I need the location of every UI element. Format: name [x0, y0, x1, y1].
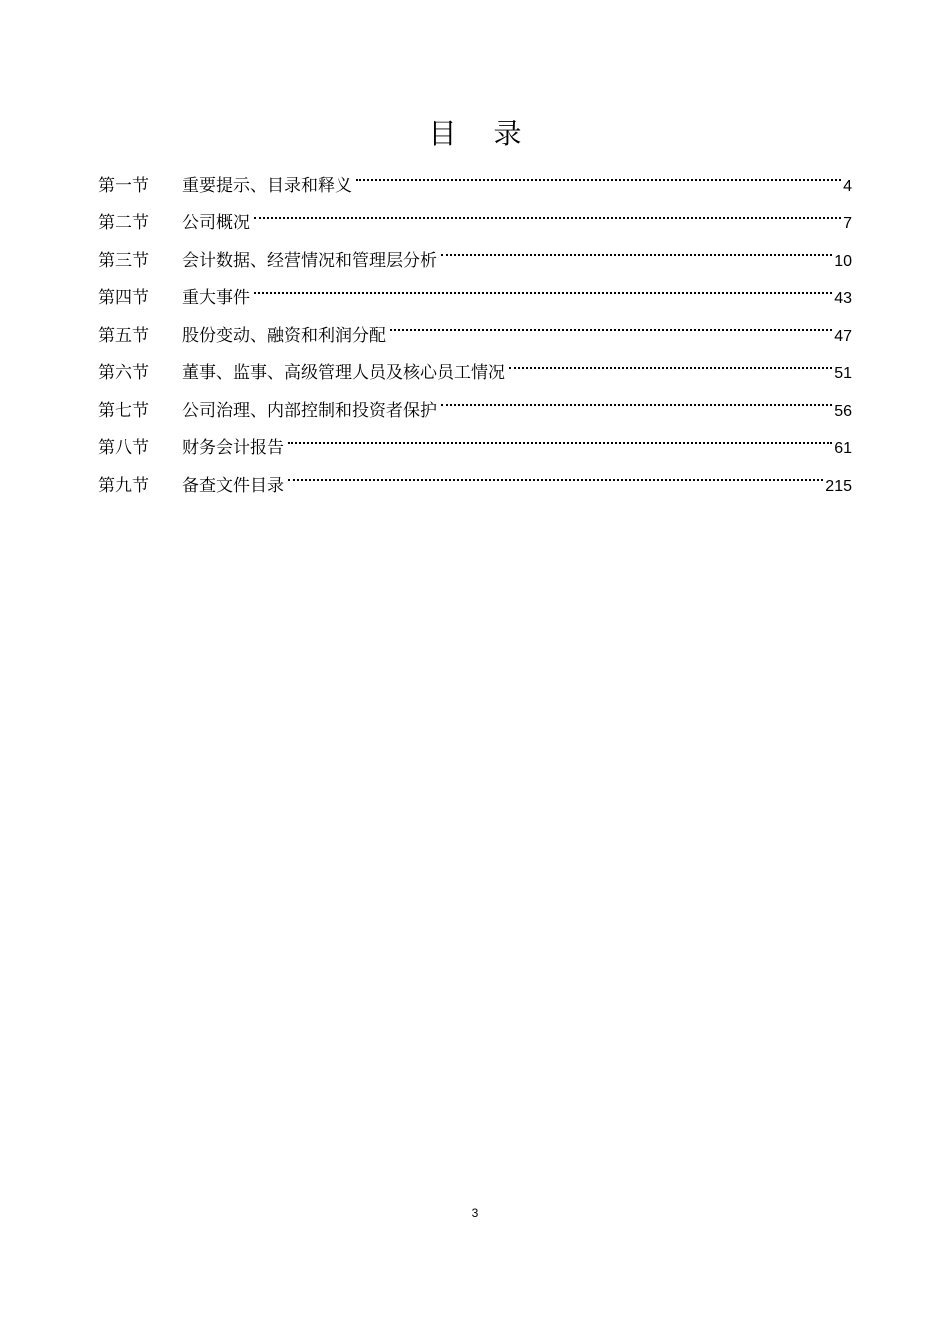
- toc-dot-leader: [441, 228, 832, 266]
- toc-section-number: 第一节: [98, 175, 149, 196]
- toc-section-title: 会计数据、经营情况和管理层分析: [182, 250, 437, 271]
- toc-dot-leader: [509, 341, 832, 379]
- toc-section-number: 第二节: [98, 213, 149, 233]
- toc-section-title: 公司治理、内部控制和投资者保护: [182, 400, 437, 421]
- toc-section-title: 财务会计报告: [182, 438, 284, 458]
- toc-section-title: 重要提示、目录和释义: [182, 175, 352, 196]
- toc-section-number: 第五节: [98, 325, 149, 346]
- toc-dot-leader: [441, 378, 832, 416]
- toc-section-title: 备查文件目录: [182, 475, 284, 496]
- toc-section-title: 股份变动、融资和利润分配: [182, 325, 386, 346]
- toc-dot-leader: [288, 453, 823, 491]
- toc-section-number: 第九节: [98, 475, 149, 496]
- toc-section-number: 第四节: [98, 288, 149, 308]
- toc-section-number: 第七节: [98, 400, 149, 421]
- toc-section-title: 公司概况: [182, 213, 250, 233]
- toc-section-title: 董事、监事、高级管理人员及核心员工情况: [182, 363, 505, 383]
- toc-page-number: 215: [825, 477, 852, 495]
- toc-dot-leader: [254, 191, 841, 229]
- toc-entry[interactable]: [98, 153, 852, 196]
- page-footer-number: 3: [471, 1206, 479, 1220]
- page-title: 目 录: [428, 117, 536, 150]
- toc-section-number: 第八节: [98, 438, 149, 458]
- toc-page-number: 4: [843, 177, 852, 195]
- toc-page-number: 56: [834, 402, 852, 420]
- toc-page-number: 43: [834, 290, 852, 307]
- toc-page-number: 47: [834, 327, 852, 345]
- toc-page-number: 61: [834, 440, 852, 457]
- toc-dot-leader: [254, 266, 832, 304]
- table-of-contents: [98, 153, 852, 496]
- toc-dot-leader: [356, 153, 841, 191]
- toc-dot-leader: [390, 303, 832, 341]
- toc-dot-leader: [288, 416, 832, 454]
- toc-section-number: 第三节: [98, 250, 149, 271]
- toc-section-title: 重大事件: [182, 288, 250, 308]
- toc-section-number: 第六节: [98, 363, 149, 383]
- toc-page-number: 10: [834, 252, 852, 270]
- toc-page-number: 7: [843, 215, 852, 232]
- toc-page-number: 51: [834, 365, 852, 382]
